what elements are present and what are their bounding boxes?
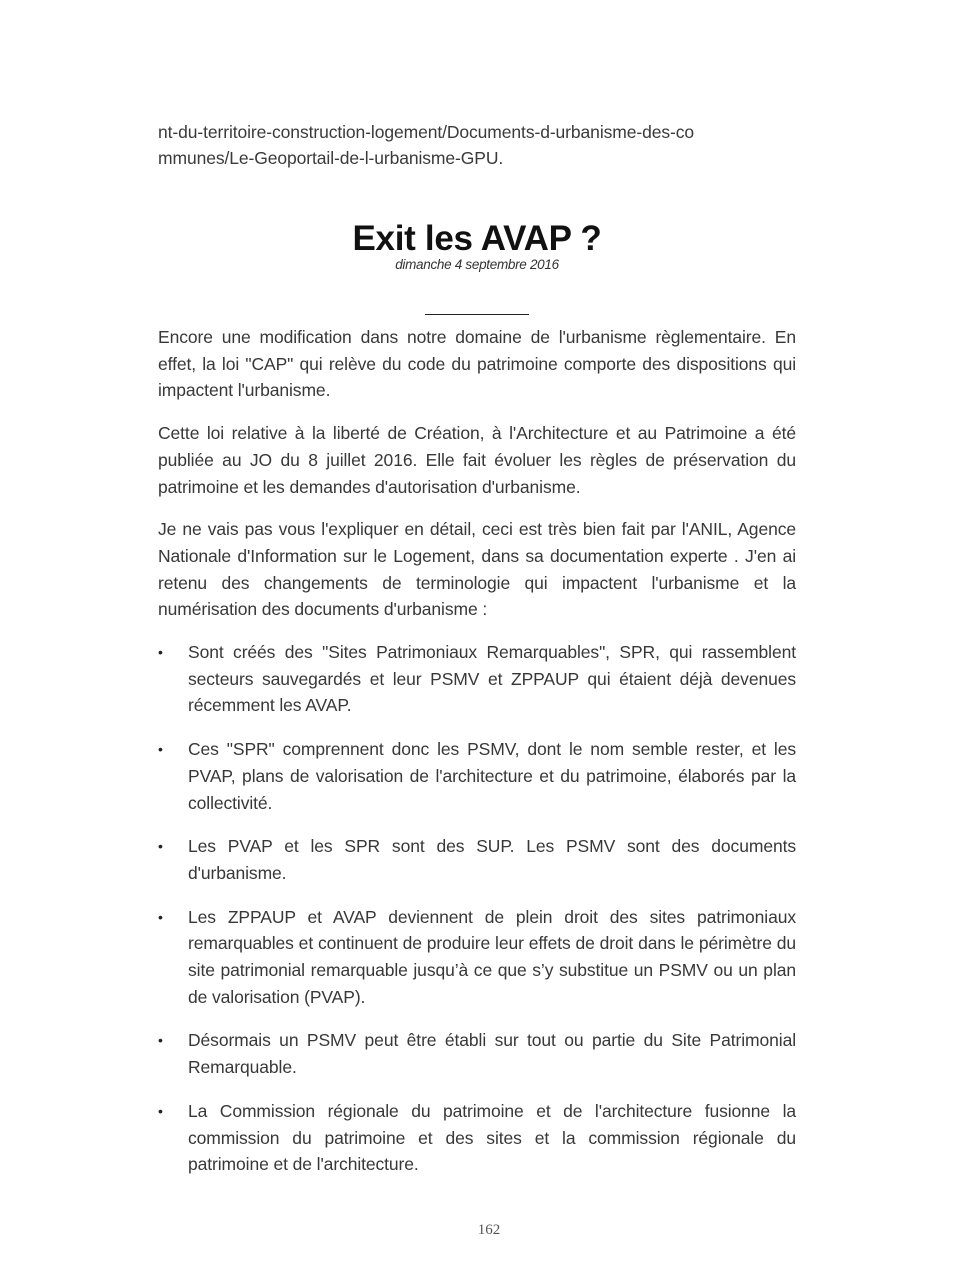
list-item: [158, 736, 796, 816]
list-item: [158, 639, 796, 719]
list-item: [158, 833, 796, 886]
paragraph: Encore une modification dans notre domaine de l'urbanisme règlementaire. En effet, la loi "CAP" qui relève du code du patrimoine comporte des dispositions qui impactent l'urbanisme.: [158, 327, 796, 401]
paragraph: Je ne vais pas vous l'expliquer en détail, ceci est très bien fait par l'ANIL, Agence Nationale d'Information sur le Logement, dans sa documentation experte . J'en ai retenu des changements de terminologie qui impactent l'urbanisme et la numérisation des documents d'urbanisme :: [158, 519, 796, 620]
url-line: nt-du-territoire-construction-logement/Documents-d-urbanisme-des-co: [158, 122, 695, 142]
paragraph: Cette loi relative à la liberté de Création, à l'Architecture et au Patrimoine a été publiée au JO du 8 juillet 2016. Elle fait évoluer les règles de préservation du patrimoine et les demandes d'autorisation d'urbanisme.: [158, 423, 796, 497]
list-item-text: La Commission régionale du patrimoine et de l'architecture fusionne la commission du patrimoine et des sites et la commission régionale du patrimoine et de l'architecture.: [188, 1100, 796, 1175]
url-line: mmunes/Le-Geoportail-de-l-urbanisme-GPU.: [158, 148, 504, 168]
list-item-text: Les PVAP et les SPR sont des SUP. Les PSMV sont des documents d'urbanisme.: [188, 836, 796, 883]
list-item-text: Les ZPPAUP et AVAP deviennent de plein droit des sites patrimoniaux remarquables et continuent de produire leur effets de droit dans le périmètre du site patrimonial remarquable jusqu’à ce que s’y substitue un PSMV ou un plan de valorisation (PVAP).: [188, 906, 796, 1007]
bullet-icon: •: [158, 741, 163, 758]
list-item: [158, 1098, 796, 1178]
page-number: 162: [477, 1222, 501, 1238]
article-date: dimanche 4 septembre 2016: [395, 257, 559, 272]
bullet-list: [158, 639, 796, 1178]
list-item-text: Désormais un PSMV peut être établi sur tout ou partie du Site Patrimonial Remarquable.: [188, 1030, 796, 1078]
article-header: [158, 217, 796, 273]
bullet-icon: •: [158, 644, 163, 661]
bullet-icon: •: [158, 1032, 163, 1049]
bullet-icon: •: [158, 1102, 163, 1119]
list-item-text: Sont créés des "Sites Patrimoniaux Remarquables", SPR, qui rassemblent secteurs sauvegardés et leur PSMV et ZPPAUP qui étaient déjà devenues récemment les AVAP.: [188, 642, 796, 716]
url-continuation: [158, 119, 818, 171]
title-separator: [425, 314, 529, 315]
list-item: [158, 1027, 796, 1080]
bullet-icon: •: [158, 838, 163, 855]
article-body: [158, 324, 796, 1195]
list-item: [158, 904, 796, 1011]
article-title: Exit les AVAP ?: [352, 219, 602, 258]
bullet-icon: •: [158, 908, 163, 925]
list-item-text: Ces "SPR" comprennent donc les PSMV, dont le nom semble rester, et les PVAP, plans de valorisation de l'architecture et du patrimoine, élaborés par la collectivité.: [188, 739, 796, 813]
